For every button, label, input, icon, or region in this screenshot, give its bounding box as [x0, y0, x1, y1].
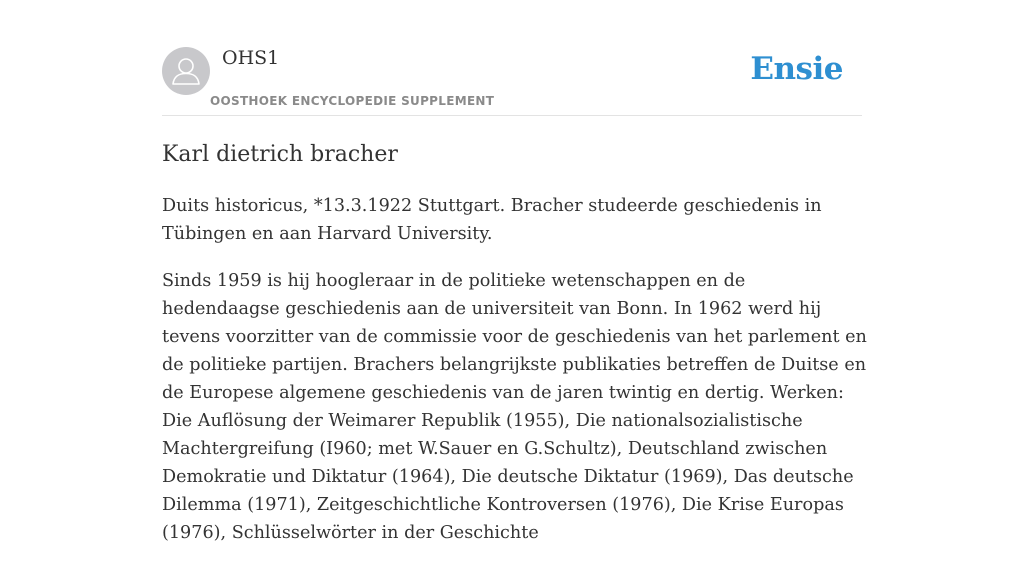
author-name[interactable]: OHS1	[222, 47, 280, 69]
content-column	[162, 0, 867, 543]
brand-logo[interactable]: Ensie	[750, 51, 843, 87]
article-body	[162, 192, 867, 566]
author-avatar[interactable]	[162, 47, 210, 95]
source-name[interactable]: OOSTHOEK ENCYCLOPEDIE SUPPLEMENT	[210, 94, 495, 108]
article-title: Karl dietrich bracher	[162, 142, 398, 167]
user-icon	[162, 47, 210, 95]
header	[162, 0, 862, 116]
article-paragraph: Sinds 1959 is hij hoogleraar in de politieke wetenschappen en de hedendaagse geschiedenis aan de universiteit van Bonn. In 1962 werd hij tevens voorzitter van de commissie voor de geschiedenis van het parlement en de politieke partijen. Brachers belangrijkste publikaties betreffen de Duitse en de Europese algemene geschiedenis van de jaren twintig en dertig. Werken: Die Auflösung der Weimarer Republik (1955), Die nationalsozialistische Machtergreifung (I960; met W.Sauer en G.Schultz), Deutschland zwischen Demokratie und Diktatur (1964), Die deutsche Diktatur (1969), Das deutsche Dilemma (1971), Zeitgeschichtliche Kontroversen (1976), Die Krise Europas (1976), Schlüsselwörter in der Geschichte	[162, 271, 867, 543]
article-paragraph: Duits historicus, *13.3.1922 Stuttgart. Bracher studeerde geschiedenis in Tübingen en aan Harvard University.	[162, 196, 822, 244]
